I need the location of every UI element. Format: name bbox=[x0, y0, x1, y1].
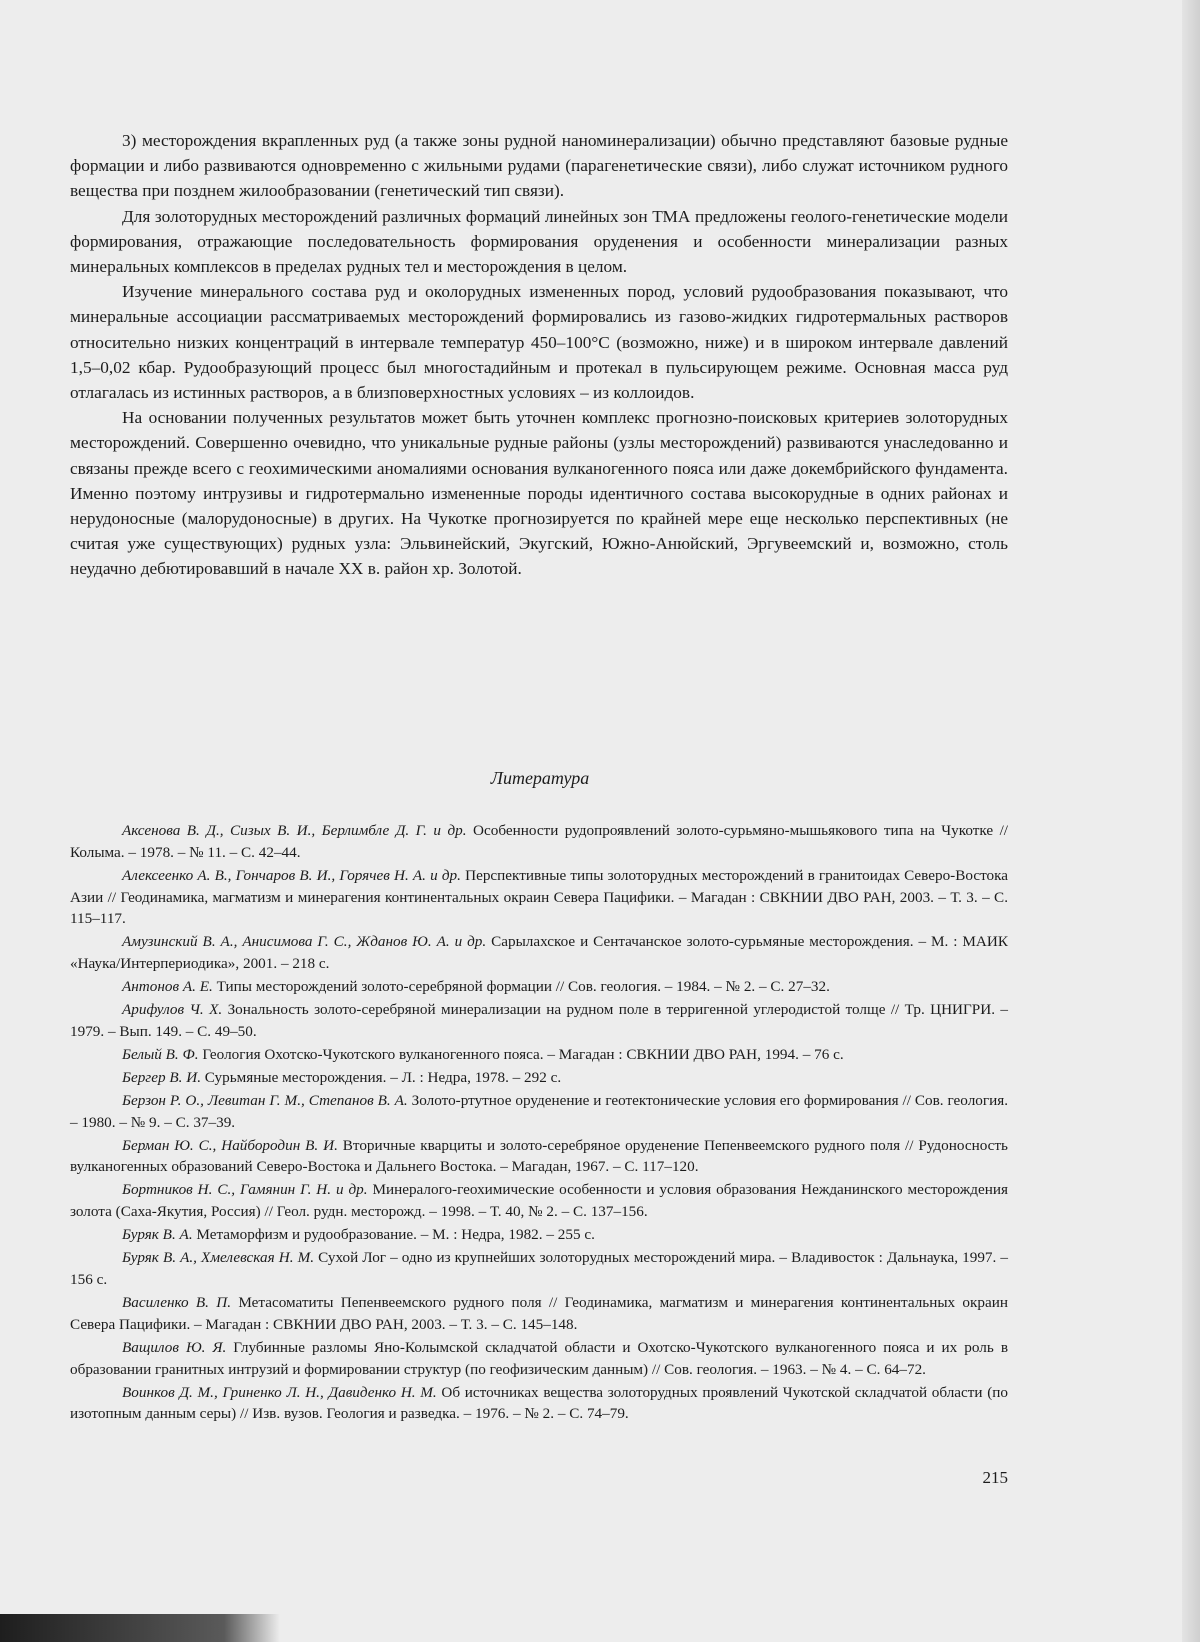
reference-text: Геология Охотско-Чукотского вулканогенного пояса. – Магадан : СВКНИИ ДВО РАН, 1994. – 76 с. bbox=[198, 1045, 844, 1063]
scan-shadow bbox=[0, 1614, 280, 1642]
reference-text: Глубинные разломы Яно-Колымской складчатой области и Охотско-Чукотского вулканогенного пояса и их роль в образовании гранитных интрузий и формировании структур (по геофизическим данным) // Сов. геология. – 1963. – № 4. – С. 64–72. bbox=[70, 1338, 1008, 1378]
reference-item bbox=[70, 1224, 1008, 1246]
reference-authors: Антонов А. Е. bbox=[122, 978, 213, 996]
reference-item bbox=[70, 865, 1008, 930]
reference-authors: Воинков Д. М., Гриненко Л. Н., Давиденко Н. М. bbox=[122, 1383, 437, 1401]
reference-text: Сухой Лог – одно из крупнейших золоторудных месторождений мира. – Владивосток : Дальнаука, 1997. – 156 с. bbox=[70, 1249, 1008, 1288]
reference-text: Сарылахское и Сентачанское золото-сурьмяные месторождения. – М. : МАИК «Наука/Интерпериодика», 2001. – 218 с. bbox=[70, 933, 1008, 973]
reference-text: Сурьмяные месторождения. – Л. : Недра, 1978. – 292 с. bbox=[201, 1068, 562, 1086]
reference-text: Перспективные типы золоторудных месторождений в гранитоидах Северо-Востока Азии // Геодинамика, магматизм и минерагения континентальных окраин Севера Пацифики. – Магадан : СВКНИИ ДВО РАН, 2003. – Т. 3. – С. 115–117. bbox=[70, 866, 1008, 928]
reference-item bbox=[70, 1382, 1008, 1426]
paragraph-2: Для золоторудных месторождений различных формаций линейных зон ТМА предложены геолого-генетические модели формирования, отражающие последовательность формирования оруденения и особенности минерализации разных минеральных комплексов в пределах рудных тел и месторождения в целом. bbox=[70, 206, 1008, 277]
literature-heading: Литература bbox=[490, 768, 590, 788]
reference-item bbox=[70, 931, 1008, 975]
paragraph-4: На основании полученных результатов может быть уточнен комплекс прогнозно-поисковых критериев золоторудных месторождений. Совершенно очевидно, что уникальные рудные районы (узлы месторождений) развиваются унаследованно и связаны прежде всего с геохимическими аномалиями основания вулканогенного пояса или даже докембрийского фундамента. Именно поэтому интрузивы и гидротермально измененные породы идентичного состава высокорудные в одних районах и нерудоносные (малорудоносные) в других. На Чукотке прогнозируется по крайней мере еще несколько перспективных (не считая уже существующих) рудных узла: Эльвинейский, Экугский, Южно-Анюйский, Эргувеемский и, возможно, столь неудачно дебютировавший в начале XX в. район хр. Золотой. bbox=[70, 408, 1008, 579]
reference-item bbox=[70, 1292, 1008, 1336]
reference-authors: Бергер В. И. bbox=[122, 1068, 201, 1086]
reference-text: Метасоматиты Пепенвеемского рудного поля // Геодинамика, магматизм и минерагения континентальных окраин Севера Пацифики. – Магадан : СВКНИИ ДВО РАН, 2003. – Т. 3. – С. 145–148. bbox=[70, 1293, 1008, 1333]
reference-authors: Амузинский В. А., Анисимова Г. С., Жданов Ю. А. и др. bbox=[122, 933, 487, 951]
reference-text: Типы месторождений золото-серебряной формации // Сов. геология. – 1984. – № 2. – С. 27–32. bbox=[212, 978, 830, 996]
body-text bbox=[70, 128, 1008, 582]
reference-list bbox=[70, 820, 1008, 1425]
reference-authors: Буряк В. А., Хмелевская Н. М. bbox=[122, 1249, 315, 1267]
reference-authors: Белый В. Ф. bbox=[122, 1045, 199, 1063]
reference-item bbox=[70, 1090, 1008, 1134]
reference-item bbox=[70, 1179, 1008, 1223]
reference-text: Золото-ртутное оруденение и геотектонические условия его формирования // Сов. геология. – 1980. – № 9. – С. 37–39. bbox=[70, 1091, 1009, 1131]
reference-text: Особенности рудопроявлений золото-сурьмяно-мышьякового типа на Чукотке // Колыма. – 1978. – № 11. – С. 42–44. bbox=[70, 822, 1009, 861]
reference-authors: Ващилов Ю. Я. bbox=[122, 1338, 227, 1356]
reference-item bbox=[70, 999, 1008, 1043]
reference-authors: Берман Ю. С., Найбородин В. И. bbox=[122, 1136, 338, 1154]
reference-authors: Арифулов Ч. Х. bbox=[122, 1001, 223, 1019]
reference-text: Минералого-геохимические особенности и условия образования Нежданинского месторождения золота (Саха-Якутия, Россия) // Геол. рудн. месторожд. – 1998. – Т. 40, № 2. – С. 137–156. bbox=[70, 1181, 1008, 1221]
reference-authors: Аксенова В. Д., Сизых В. И., Берлимбле Д. Г. и др. bbox=[122, 822, 467, 839]
reference-authors: Василенко В. П. bbox=[122, 1293, 232, 1311]
reference-authors: Берзон Р. О., Левитан Г. М., Степанов В. А. bbox=[122, 1091, 408, 1109]
reference-text: Об источниках вещества золоторудных проявлений Чукотской складчатой области (по изотопным данным серы) // Изв. вузов. Геология и разведка. – 1976. – № 2. – С. 74–79. bbox=[70, 1383, 1008, 1423]
page-edge-shadow bbox=[1182, 0, 1200, 1642]
reference-item bbox=[70, 976, 1008, 998]
reference-item bbox=[70, 820, 1008, 864]
page-number: 215 bbox=[982, 1468, 1008, 1487]
reference-item bbox=[70, 1067, 1008, 1089]
reference-authors: Буряк В. А. bbox=[122, 1226, 193, 1244]
reference-item bbox=[70, 1044, 1008, 1066]
reference-text: Метаморфизм и рудообразование. – М. : Недра, 1982. – 255 с. bbox=[192, 1226, 595, 1244]
paragraph-1: 3) месторождения вкрапленных руд (а также зоны рудной наноминерализации) обычно представляют базовые рудные формации и либо развиваются одновременно с жильными рудами (парагенетические связи), либо служат источником рудного вещества при позднем жилообразовании (генетический тип связи). bbox=[70, 131, 1008, 201]
reference-item bbox=[70, 1135, 1008, 1179]
paragraph-3: Изучение минерального состава руд и околорудных измененных пород, условий рудообразования показывают, что минеральные ассоциации рассматриваемых месторождений формировались из газово-жидких гидротермальных растворов относительно низких концентраций в интервале температур 450–100°С (возможно, ниже) и в широком интервале давлений 1,5–0,02 кбар. Рудообразующий процесс был многостадийным и протекал в пульсирующем режиме. Основная масса руд отлагалась из истинных растворов, а в близповерхностных условиях – из коллоидов. bbox=[70, 282, 1008, 403]
reference-authors: Бортников Н. С., Гамянин Г. Н. и др. bbox=[122, 1181, 368, 1199]
reference-text: Зональность золото-серебряной минерализации на рудном поле в терригенной углеродистой толще // Тр. ЦНИГРИ. – 1979. – Вып. 149. – С. 49–50. bbox=[70, 1001, 1008, 1040]
reference-item bbox=[70, 1247, 1008, 1291]
reference-authors: Алексеенко А. В., Гончаров В. И., Горячев Н. А. и др. bbox=[122, 866, 461, 884]
reference-text: Вторичные кварциты и золото-серебряное оруденение Пепенвеемского рудного поля // Рудоносность вулканогенных образований Северо-Востока и Дальнего Востока. – Магадан, 1967. – С. 117–120. bbox=[70, 1136, 1008, 1176]
reference-item bbox=[70, 1337, 1008, 1381]
